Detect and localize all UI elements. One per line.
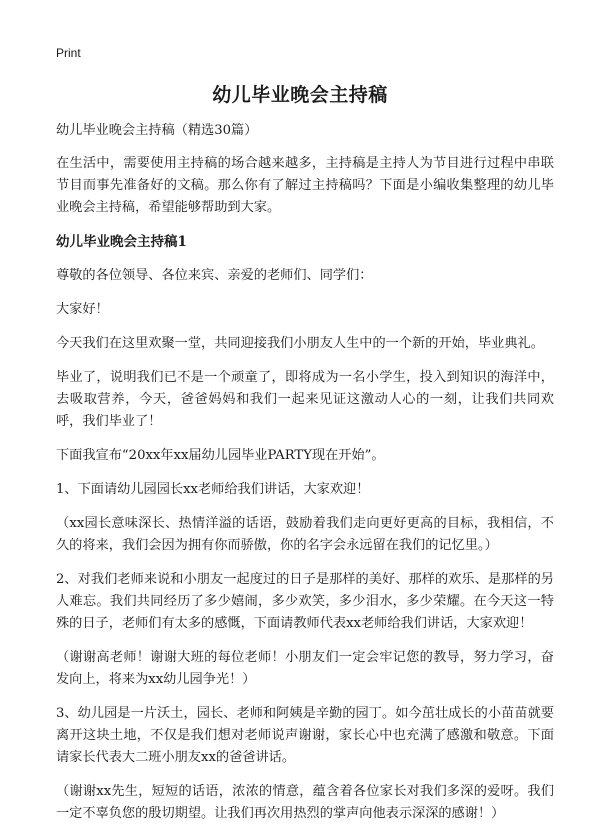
paragraph-item-3: 3、幼儿园是一片沃土，园长、老师和阿姨是辛勤的园丁。如今茁壮成长的小苗苗就要离开这块土地，不仅是我们想对老师说声谢谢，家长心中也充满了感激和敬意。下面请家长代表大二班小朋友xx的爸爸讲话。 (56, 706, 554, 765)
paragraph-item-3-note: （谢谢xx先生，短短的话语，浓浓的情意，蕴含着各位家长对我们多深的爱呀。我们一定不辜负您的殷切期望。让我们再次用热烈的掌声向他表示深深的感谢！） (56, 784, 554, 821)
paragraph-item-1-note: （xx园长意味深长、热情洋溢的话语，鼓励着我们走向更好更高的目标，我相信，不久的将来，我们会因为拥有你而骄傲，你的名字会永远留在我们的记忆里。） (56, 516, 554, 553)
intro-paragraph: 在生活中，需要使用主持稿的场合越来越多，主持稿是主持人为节目进行过程中串联节目而事先准备好的文稿。那么你有了解过主持稿吗？下面是小编收集整理的幼儿毕业晚会主持稿，希望能够帮助到大家。 (56, 156, 554, 215)
document-subtitle: 幼儿毕业晚会主持稿（精选30篇） (56, 123, 258, 138)
paragraph-graduation: 毕业了，说明我们已不是一个顽童了，即将成为一名小学生，投入到知识的海洋中，去吸取营养，今天，爸爸妈妈和我们一起来见证这激动人心的一刻，让我们共同欢呼，我们毕业了！ (56, 370, 554, 429)
paragraph-opening: 今天我们在这里欢聚一堂，共同迎接我们小朋友人生中的一个新的开始，毕业典礼。 (56, 336, 544, 351)
paragraph-hello: 大家好！ (56, 302, 109, 317)
paragraph-greeting: 尊敬的各位领导、各位来宾、亲爱的老师们、同学们： (56, 268, 373, 283)
paragraph-item-2-note: （谢谢高老师！谢谢大班的每位老师！小朋友们一定会牢记您的教导，努力学习，奋发向上，将来为xx幼儿园争光！） (56, 650, 554, 687)
document-body (56, 120, 554, 837)
print-link[interactable]: Print (56, 46, 81, 60)
section-heading: 幼儿毕业晚会主持稿1 (56, 234, 187, 250)
paragraph-item-2: 2、对我们老师来说和小朋友一起度过的日子是那样的美好、那样的欢乐、是那样的另人难忘。我们共同经历了多少嬉闹，多少欢笑，多少泪水，多少荣耀。在今天这一特殊的日子，老师们有太多的感慨，下面请教师代表xx老师给我们讲话，大家欢迎！ (56, 572, 554, 631)
page-title: 幼儿毕业晚会主持稿 (212, 84, 388, 106)
paragraph-announcement: 下面我宣布“20xx年xx届幼儿园毕业PARTY现在开始”。 (56, 448, 385, 463)
paragraph-item-1: 1、下面请幼儿园园长xx老师给我们讲话，大家欢迎！ (56, 482, 370, 497)
